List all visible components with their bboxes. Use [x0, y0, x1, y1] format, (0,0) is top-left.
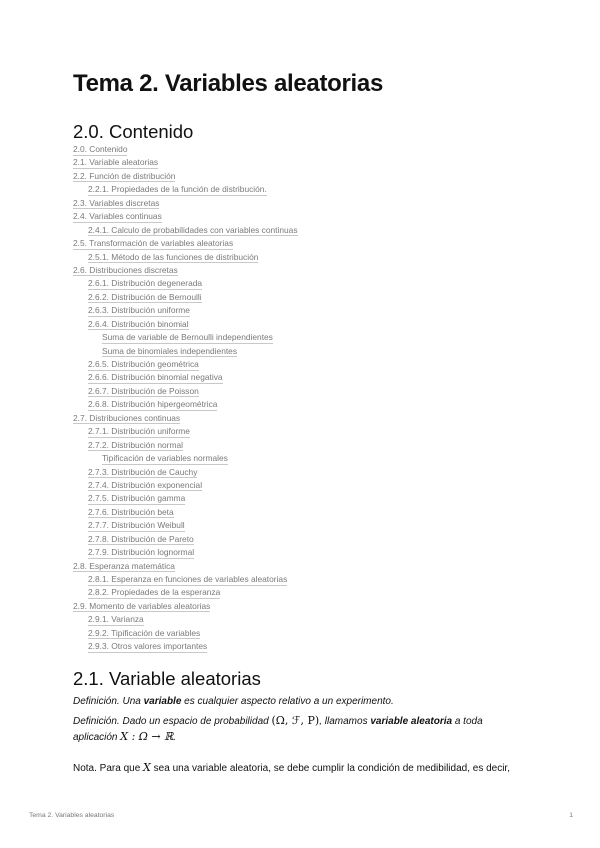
toc-item	[73, 640, 533, 653]
toc-link[interactable]: 2.3. Variables discretas	[73, 197, 160, 208]
toc-item	[73, 439, 533, 452]
toc-link[interactable]: 2.5. Transformación de variables aleatorias	[73, 238, 234, 249]
toc-link[interactable]: 2.9.2. Tipificación de variables	[88, 627, 201, 638]
toc-heading: 2.0. Contenido	[73, 121, 194, 142]
toc-item	[73, 452, 533, 465]
toc-link[interactable]: 2.6.8. Distribución hipergeométrica	[88, 399, 218, 410]
toc-link[interactable]: 2.6. Distribuciones discretas	[73, 264, 178, 275]
toc-item	[73, 506, 533, 519]
toc-item	[73, 237, 533, 250]
toc-link[interactable]: 2.9. Momento de variables aleatorias	[73, 600, 211, 611]
toc-item	[73, 210, 533, 223]
toc-link[interactable]: Suma de binomiales independientes	[102, 345, 238, 356]
toc-link[interactable]: 2.7.7. Distribución Weibull	[88, 520, 185, 531]
toc-item	[73, 466, 533, 479]
toc-link[interactable]: Tipificación de variables normales	[102, 453, 228, 464]
toc-link[interactable]: 2.7.6. Distribución beta	[88, 506, 174, 517]
toc-item	[73, 277, 533, 290]
toc-link[interactable]: 2.2.1. Propiedades de la función de distribución.	[88, 184, 267, 195]
toc-link[interactable]: 2.7.4. Distribución exponencial	[88, 479, 203, 490]
toc-item	[73, 371, 533, 384]
toc-item	[73, 425, 533, 438]
toc-item	[73, 385, 533, 398]
toc-link[interactable]: 2.6.3. Distribución uniforme	[88, 305, 190, 316]
toc-item	[73, 398, 533, 411]
toc-item	[73, 156, 533, 169]
toc-item	[73, 251, 533, 264]
toc-link[interactable]: 2.6.1. Distribución degenerada	[88, 278, 203, 289]
toc-item	[73, 586, 533, 599]
toc-link[interactable]: 2.6.6. Distribución binomial negativa	[88, 372, 223, 383]
toc-item	[73, 519, 533, 532]
toc-link[interactable]: 2.6.5. Distribución geométrica	[88, 359, 199, 369]
toc-link[interactable]: 2.7. Distribuciones continuas	[73, 412, 181, 423]
toc-link[interactable]: 2.6.7. Distribución de Poisson	[88, 385, 199, 396]
toc-link[interactable]: 2.8.2. Propiedades de la esperanza	[88, 587, 221, 598]
section-heading-2-1: 2.1. Variable aleatorias	[73, 668, 261, 689]
toc-item	[73, 492, 533, 505]
toc-link[interactable]: 2.2. Función de distribución	[73, 170, 176, 181]
toc-link[interactable]: 2.9.1. Varianza	[88, 614, 144, 625]
toc-link[interactable]: 2.4.1. Calculo de probabilidades con variables continuas	[88, 224, 298, 235]
toc-item	[73, 358, 533, 371]
toc-item	[73, 573, 533, 586]
toc-item	[73, 546, 533, 559]
definition-variable: Definición. Una variable es cualquier aspecto relativo a un experimento.	[73, 696, 394, 707]
toc-item	[73, 533, 533, 546]
definition-random-variable: Definición. Dado un espacio de probabilidad (Ω, ℱ, P), llamamos variable aleatoria a toda aplicación X : Ω → ℝ.	[73, 714, 483, 743]
toc-link[interactable]: 2.0. Contenido	[73, 144, 128, 154]
toc-item	[73, 600, 533, 613]
toc-item	[73, 345, 533, 358]
footer-title: Tema 2. Variables aleatorias	[29, 812, 115, 819]
toc-link[interactable]: 2.7.9. Distribución lognormal	[88, 547, 195, 558]
toc-link[interactable]: 2.7.5. Distribución gamma	[88, 493, 186, 504]
toc-item	[73, 224, 533, 237]
toc-item	[73, 264, 533, 277]
toc-item	[73, 170, 533, 183]
toc-item	[73, 183, 533, 196]
toc-item	[73, 331, 533, 344]
toc-item	[73, 143, 533, 156]
toc-link[interactable]: 2.6.2. Distribución de Bernoulli	[88, 291, 202, 302]
toc-item	[73, 318, 533, 331]
toc-link[interactable]: 2.4. Variables continuas	[73, 211, 162, 222]
toc-item	[73, 560, 533, 573]
table-of-contents	[73, 143, 533, 654]
footer-page-number: 1	[569, 812, 573, 819]
toc-item	[73, 291, 533, 304]
toc-link[interactable]: 2.1. Variable aleatorias	[73, 157, 159, 168]
toc-link[interactable]: 2.7.1. Distribución uniforme	[88, 426, 190, 437]
note-measurability: Nota. Para que X sea una variable aleatoria, se debe cumplir la condición de medibilidad, es decir,	[73, 761, 510, 774]
toc-item	[73, 304, 533, 317]
toc-item	[73, 613, 533, 626]
toc-link[interactable]: 2.6.4. Distribución binomial	[88, 318, 189, 329]
toc-link[interactable]: 2.8. Esperanza matemática	[73, 560, 175, 571]
toc-link[interactable]: 2.7.2. Distribución normal	[88, 439, 183, 450]
toc-link[interactable]: Suma de variable de Bernoulli independientes	[102, 332, 273, 343]
toc-link[interactable]: 2.7.3. Distribución de Cauchy	[88, 466, 198, 477]
document-title: Tema 2. Variables aleatorias	[73, 70, 384, 97]
toc-link[interactable]: 2.9.3. Otros valores importantes	[88, 641, 208, 652]
toc-link[interactable]: 2.8.1. Esperanza en funciones de variables aleatorias	[88, 574, 288, 584]
toc-item	[73, 412, 533, 425]
toc-link[interactable]: 2.5.1. Método de las funciones de distribución	[88, 251, 259, 262]
toc-item	[73, 627, 533, 640]
toc-item	[73, 197, 533, 210]
toc-link[interactable]: 2.7.8. Distribución de Pareto	[88, 533, 194, 544]
toc-item	[73, 479, 533, 492]
